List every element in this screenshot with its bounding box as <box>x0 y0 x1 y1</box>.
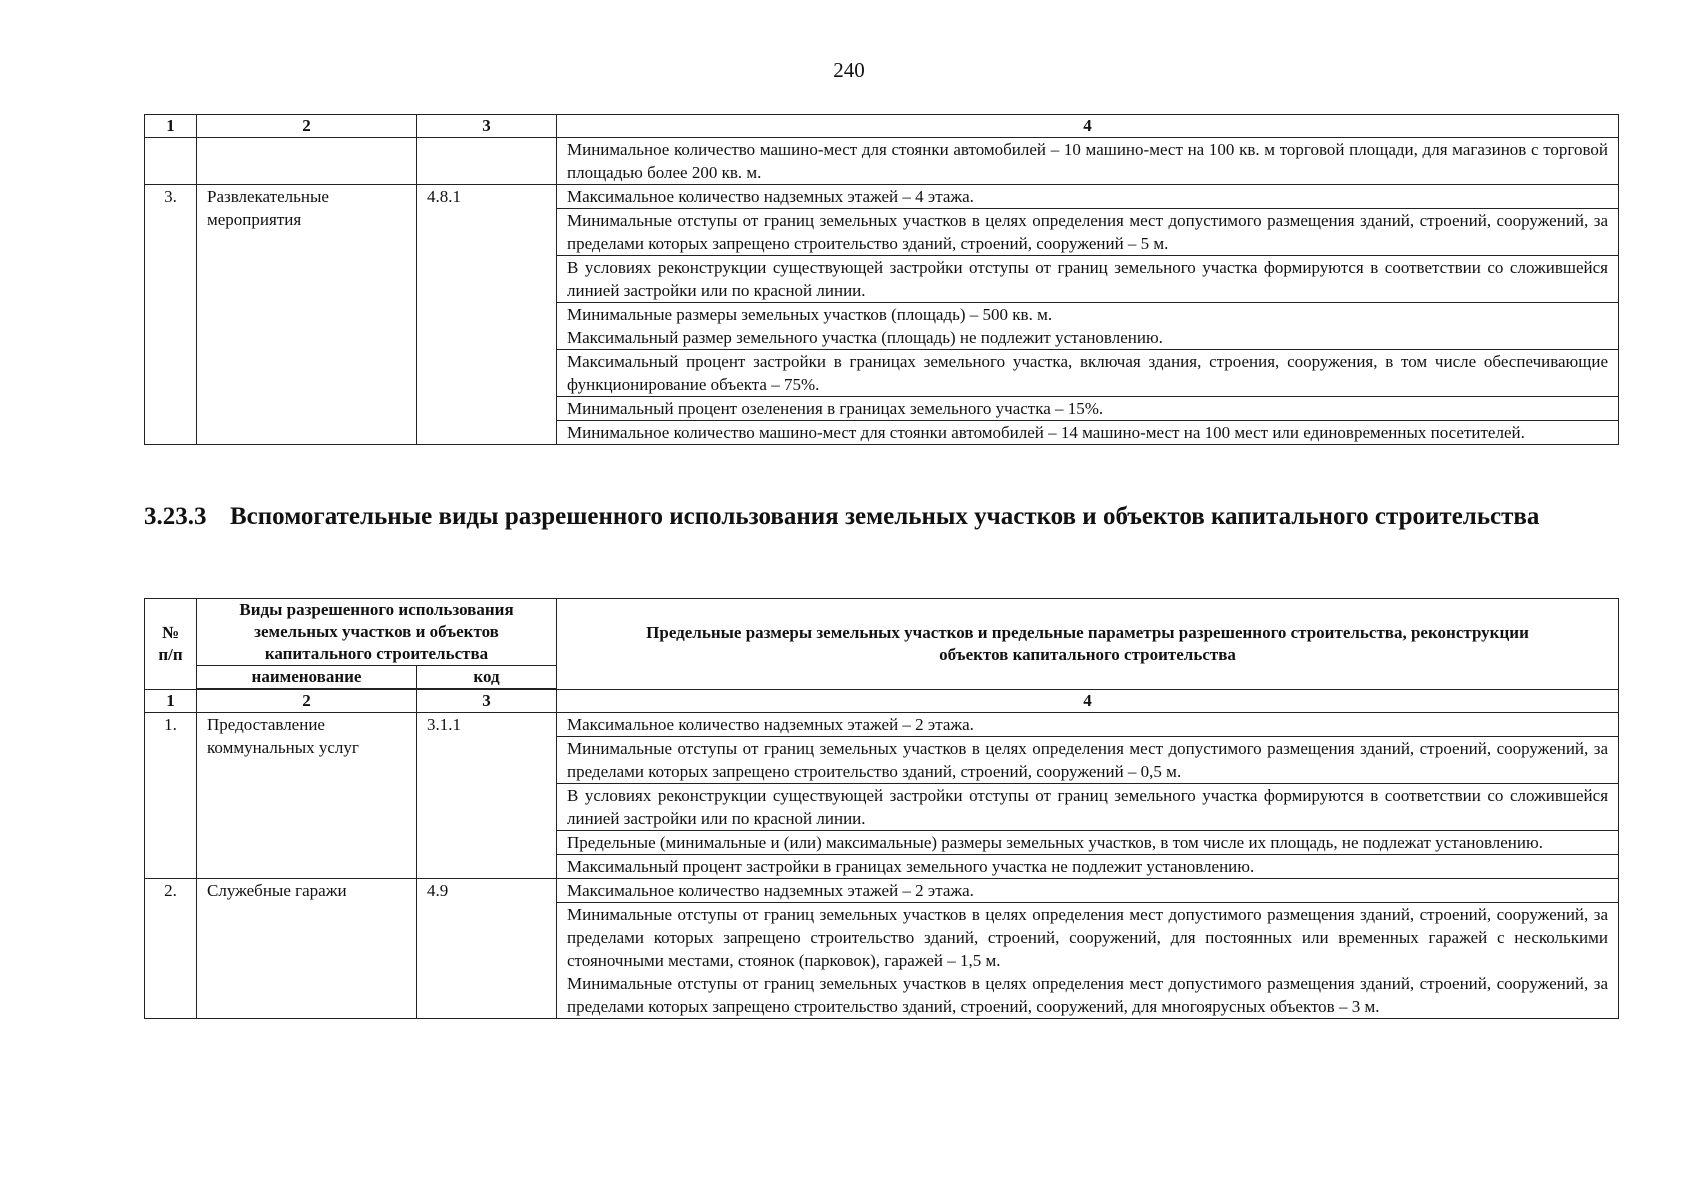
use-name: Предоставление коммунальных услуг <box>197 713 417 879</box>
column-number: 2 <box>197 689 417 713</box>
header-limits: Предельные размеры земельных участков и предельные параметры разрешенного строительства, реконструкции объектов капитального строительства <box>557 599 1619 690</box>
parameter-cell: Минимальные отступы от границ земельных участков в целях определения мест допустимого размещения зданий, строений, сооружений, за пределами которых запрещено строительство зданий, строений, сооружений, для постоянных или временных гаражей с несколькими стояночными местами, стоянок (парковок), гаражей – 1,5 м. Минимальные отступы от границ земельных участков в целях определения мест допустимого размещения зданий, строений, сооружений, за пределами которых запрещено строительство зданий, строений, сооружений, для многоярусных объектов – 3 м. <box>557 903 1619 1019</box>
header-types: Виды разрешенного использования земельных участков и объектов капитального строительства <box>197 599 557 666</box>
row-number: 1. <box>145 713 197 879</box>
column-number: 4 <box>557 115 1619 138</box>
parameter-cell: В условиях реконструкции существующей застройки отступы от границ земельного участка формируются в соответствии со сложившейся линией застройки или по красной линии. <box>557 784 1619 831</box>
column-number-row <box>145 115 1619 138</box>
column-number: 3 <box>417 115 557 138</box>
column-number-row <box>145 689 1619 713</box>
use-code: 4.8.1 <box>417 185 557 445</box>
table-row <box>145 185 1619 209</box>
parameter-cell: Минимальное количество машино-мест для стоянки автомобилей – 10 машино-мест на 100 кв. м торговой площади, для магазинов с торговой площадью более 200 кв. м. <box>557 138 1619 185</box>
section-title: Вспомогательные виды разрешенного использования земельных участков и объектов капитального строительства <box>230 503 1540 530</box>
use-code: 3.1.1 <box>417 713 557 879</box>
parameter-cell: Минимальные размеры земельных участков (площадь) – 500 кв. м. Максимальный размер земельного участка (площадь) не подлежит установлению. <box>557 303 1619 350</box>
parameter-cell: Максимальный процент застройки в границах земельного участка, включая здания, строения, сооружения, в том числе обеспечивающие функционирование объекта – 75%. <box>557 350 1619 397</box>
column-number: 1 <box>145 115 197 138</box>
parameter-cell: Предельные (минимальные и (или) максимальные) размеры земельных участков, в том числе их площадь, не подлежат установлению. <box>557 831 1619 855</box>
column-number: 4 <box>557 689 1619 713</box>
auxiliary-uses-table <box>144 598 1619 1019</box>
column-number: 3 <box>417 689 557 713</box>
use-name: Развлекательные мероприятия <box>197 185 417 445</box>
parameter-cell: Минимальные отступы от границ земельных участков в целях определения мест допустимого размещения зданий, строений, сооружений, за пределами которых запрещено строительство зданий, строений, сооружений – 0,5 м. <box>557 737 1619 784</box>
row-number: 3. <box>145 185 197 445</box>
parameter-cell: Максимальное количество надземных этажей – 4 этажа. <box>557 185 1619 209</box>
header-num: № п/п <box>145 599 197 690</box>
parameter-cell: Минимальное количество машино-мест для стоянки автомобилей – 14 машино-мест на 100 мест или единовременных посетителей. <box>557 421 1619 445</box>
section-number: 3.23.3 <box>144 503 207 530</box>
section-heading <box>144 500 1618 533</box>
main-uses-table-continuation <box>144 114 1619 445</box>
table-row <box>145 879 1619 903</box>
parameter-cell: Минимальный процент озеленения в границах земельного участка – 15%. <box>557 397 1619 421</box>
parameter-cell: В условиях реконструкции существующей застройки отступы от границ земельного участка формируются в соответствии со сложившейся линией застройки или по красной линии. <box>557 256 1619 303</box>
parameter-cell: Максимальный процент застройки в границах земельного участка не подлежит установлению. <box>557 855 1619 879</box>
header-code: код <box>417 666 557 690</box>
use-name: Служебные гаражи <box>197 879 417 1019</box>
column-number: 2 <box>197 115 417 138</box>
parameter-cell: Максимальное количество надземных этажей – 2 этажа. <box>557 713 1619 737</box>
page-number: 240 <box>833 58 865 82</box>
parameter-cell: Максимальное количество надземных этажей – 2 этажа. <box>557 879 1619 903</box>
table-row <box>145 138 1619 185</box>
parameter-cell: Минимальные отступы от границ земельных участков в целях определения мест допустимого размещения зданий, строений, сооружений, за пределами которых запрещено строительство зданий, строений, сооружений – 5 м. <box>557 209 1619 256</box>
header-name: наименование <box>197 666 417 690</box>
row-number: 2. <box>145 879 197 1019</box>
use-code: 4.9 <box>417 879 557 1019</box>
table-row <box>145 713 1619 737</box>
table-header-row <box>145 599 1619 666</box>
column-number: 1 <box>145 689 197 713</box>
